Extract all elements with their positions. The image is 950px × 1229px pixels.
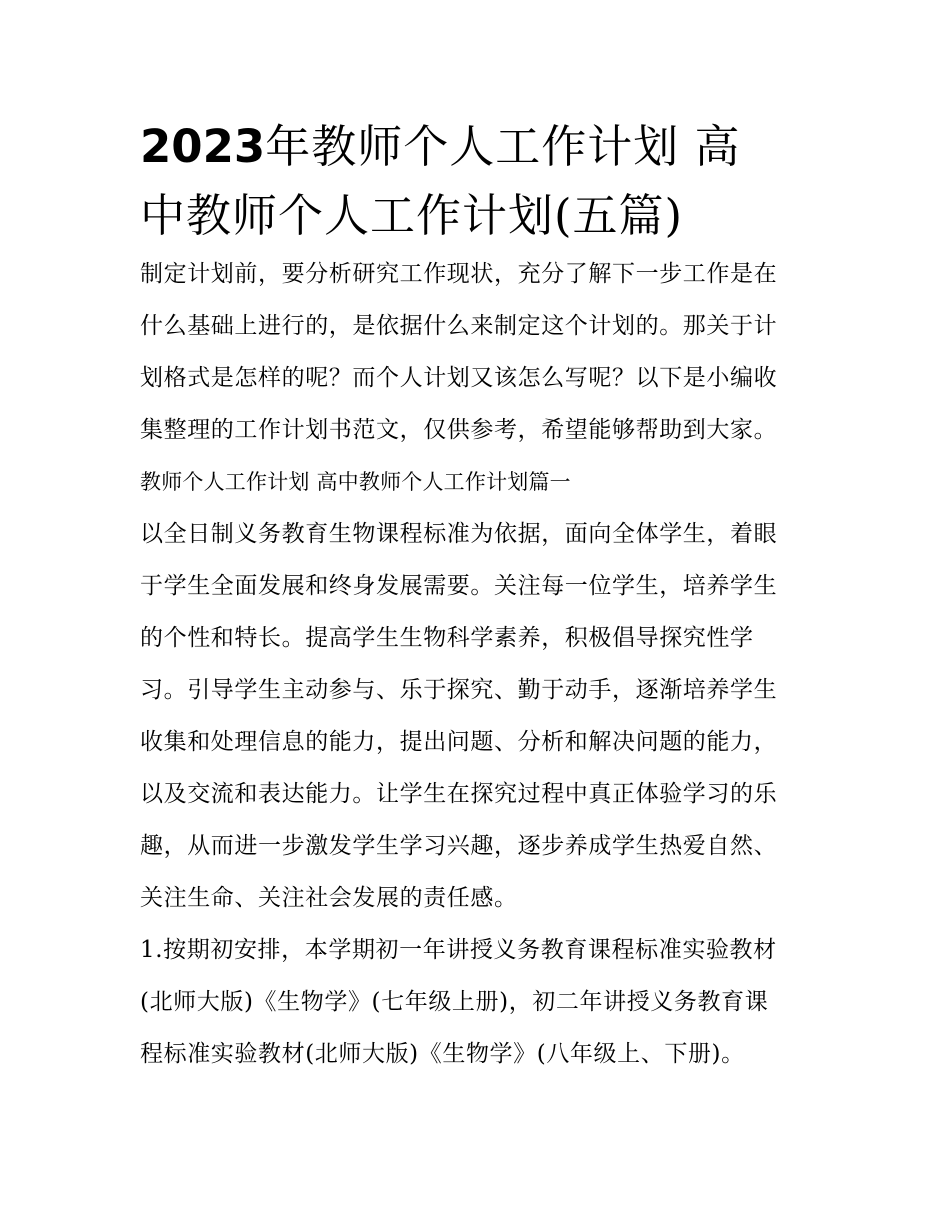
paragraph-2-line: 1.按期初安排，本学期初一年讲授义务教育课程标准实验教材 xyxy=(140,937,777,963)
paragraph-1-line: 以全日制义务教育生物课程标准为依据，面向全体学生，着眼 xyxy=(140,521,778,547)
paragraph-1-line: 收集和处理信息的能力，提出问题、分析和解决问题的能力， xyxy=(140,729,778,755)
paragraph-1-line: 关注生命、关注社会发展的责任感。 xyxy=(140,885,518,911)
document-body xyxy=(140,259,812,1069)
title-line-2: 中教师个人工作计划(五篇) xyxy=(140,189,684,242)
paragraph-1-line: 于学生全面发展和终身发展需要。关注每一位学生，培养学生 xyxy=(140,573,778,599)
paragraph-1-line: 的个性和特长。提高学生生物科学素养，积极倡导探究性学 xyxy=(140,625,754,651)
intro-line: 集整理的工作计划书范文，仅供参考，希望能够帮助到大家。 xyxy=(140,417,778,443)
document-title xyxy=(140,118,812,245)
paragraph-1-line: 以及交流和表达能力。让学生在探究过程中真正体验学习的乐 xyxy=(140,781,778,807)
intro-line: 制定计划前，要分析研究工作现状，充分了解下一步工作是在 xyxy=(140,261,778,287)
paragraph-2 xyxy=(140,935,812,1069)
paragraph-2-line: (北师大版)《生物学》(七年级上册)，初二年讲授义务教育课 xyxy=(140,989,769,1015)
paragraph-2-line: 程标准实验教材(北师大版)《生物学》(八年级上、下册)。 xyxy=(140,1041,745,1067)
title-line-1-text: 年教师个人工作计划 高 xyxy=(265,120,741,173)
title-line-1 xyxy=(140,118,812,176)
intro-line: 什么基础上进行的，是依据什么来制定这个计划的。那关于计 xyxy=(140,313,778,339)
section-heading: 教师个人工作计划 高中教师个人工作计划篇一 xyxy=(140,470,571,494)
title-year: 2023 xyxy=(140,120,266,173)
intro-paragraph xyxy=(140,259,812,445)
paragraph-1 xyxy=(140,519,812,913)
paragraph-1-line: 习。引导学生主动参与、乐于探究、勤于动手，逐渐培养学生 xyxy=(140,677,778,703)
document-page xyxy=(140,118,812,1091)
paragraph-1-line: 趣，从而进一步激发学生学习兴趣，逐步养成学生热爱自然、 xyxy=(140,833,778,859)
intro-line: 划格式是怎样的呢？而个人计划又该怎么写呢？以下是小编收 xyxy=(140,365,778,391)
